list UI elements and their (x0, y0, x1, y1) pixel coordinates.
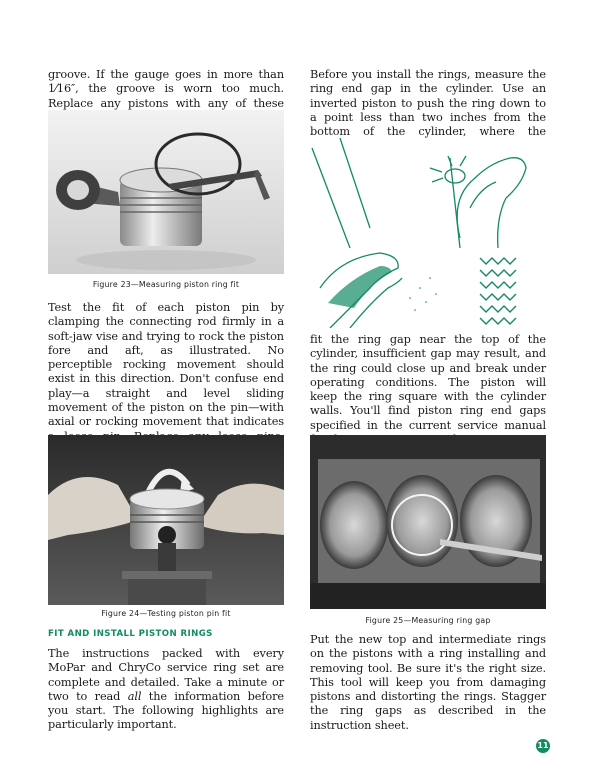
page-number-badge: 11 (536, 739, 550, 753)
ring-gap-illustration (310, 138, 546, 328)
p3-emphasis: all (127, 689, 142, 703)
right-paragraph-2: fit the ring gap near the top of the cylinder, insufficient gap may result, and the ring could close up and break under operating conditions. The piston will keep the ring square with the cylinder walls. You'll find piston ring end gaps specified in the current service manual (310, 333, 546, 432)
figure-24-photo (48, 435, 284, 605)
figure-24-caption: Figure 24—Testing piston pin fit (101, 609, 231, 618)
right-paragraph-1: Before you install the rings, measure the ring end gap in the cylinder. Use an inverted piston to push the ring down to a point less than two inches from the bottom of the cylinder, where the (310, 68, 546, 139)
figure-25-caption: Figure 25—Measuring ring gap (365, 616, 491, 625)
left-paragraph-2: Test the fit of each piston pin by clamping the connecting rod firmly in a soft-jaw vise and trying to rock the piston fore and aft, as illustrated. No perceptible rocking movement should exist in this direction. Don't confuse end play—a straight and level sliding movement of the piston on the pin—with axial or rocking movement that indicates (48, 301, 284, 429)
figure-25-photo (310, 435, 546, 609)
p3-text-before: The instructions packed with every MoPar and ChryCo service ring set are complete and detailed. Take a minute or two to read (48, 647, 284, 703)
right-paragraph-3: Put the new top and intermediate rings on the pistons with a ring installing and removing tool. Be sure it's the right size. This tool will keep you from damaging pistons and distorting the rings. Stagger the ring gaps as described in the instruction sheet. (310, 633, 546, 732)
figure-23-photo (48, 110, 284, 274)
p3-text-after: the information before you start. The following highlights are particularly important. (48, 689, 284, 732)
left-paragraph-1: groove. If the gauge goes in more than 1⁄16″, the groove is worn too much. Replace any pistons with any of these (48, 68, 284, 110)
figure-23-caption: Figure 23—Measuring piston ring fit (92, 280, 240, 289)
section-heading: FIT AND INSTALL PISTON RINGS (48, 629, 213, 639)
left-paragraph-3 (48, 647, 284, 733)
